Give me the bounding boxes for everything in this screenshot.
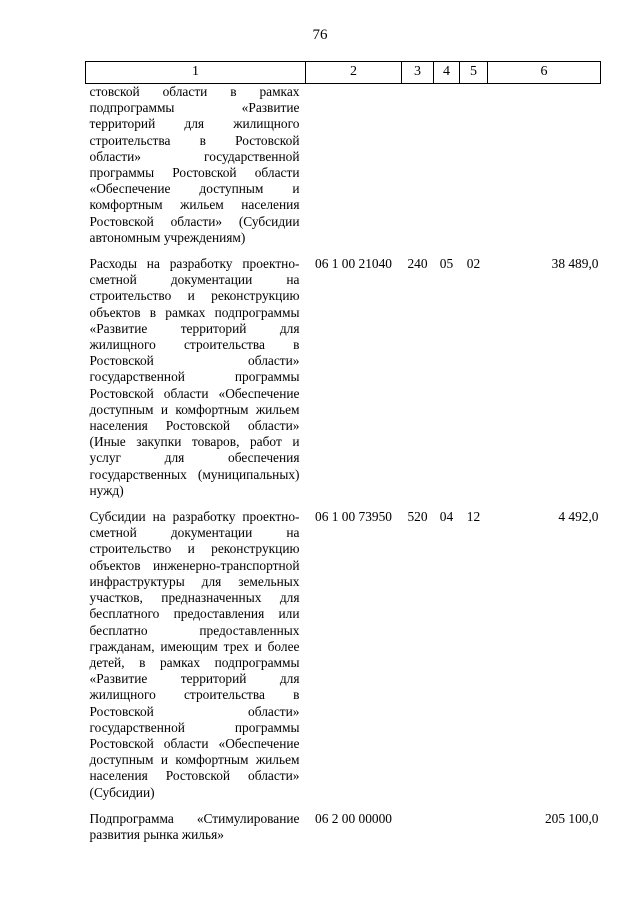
row-description: Расходы на разработку проектно-сметной документации на строительство и реконструкцию объектов в рамках подпрограммы «Развитие территорий для жилищного строительства в Ростовской области» государственной программы Ростовской области «Обеспечение доступным и комфортным жильем населения Ростовской области» (Иные закупки товаров, работ и услуг для обеспечения государственных (муниципальных) нужд) bbox=[89, 256, 300, 498]
column-header-3: 3 bbox=[402, 62, 434, 84]
row-vr bbox=[402, 801, 434, 843]
table-header bbox=[86, 62, 601, 84]
row-pr bbox=[460, 84, 488, 247]
row-rz bbox=[434, 801, 460, 843]
header-row bbox=[86, 62, 601, 84]
column-header-2: 2 bbox=[306, 62, 402, 84]
table-row bbox=[86, 84, 601, 247]
row-csr: 06 1 00 73950 bbox=[315, 509, 392, 525]
column-header-6: 6 bbox=[488, 62, 601, 84]
row-amount: 205 100,0 bbox=[544, 810, 599, 826]
row-amount: 4 492,0 bbox=[558, 509, 599, 525]
row-rz bbox=[434, 84, 460, 247]
row-rz: 04 bbox=[439, 509, 454, 525]
column-header-1: 1 bbox=[86, 62, 306, 84]
row-csr bbox=[306, 84, 402, 247]
row-description: Субсидии на разработку проектно-сметной документации на строительство и реконструкцию объектов инженерно-транспортной инфраструктуры для земельных участков, предназначенных для бесплатного предоставления или бесплатно предоставленных гражданам, имеющим трех и более детей, в рамках подпрограммы «Развитие территорий для жилищного строительства в Ростовской области» государственной программы Ростовской области «Обеспечение доступным и комфортным жильем населения Ростовской области» (Субсидии) bbox=[89, 509, 300, 800]
row-vr: 520 bbox=[407, 509, 428, 525]
column-header-4: 4 bbox=[434, 62, 460, 84]
table-body bbox=[86, 84, 601, 844]
row-description: стовской области в рамках подпрограммы «Развитие территорий для жилищного строительства в Ростовской области» государственной программы Ростовской области «Обеспечение доступным и комфортным жильем населения Ростовской области» (Субсидии автономным учреждениям) bbox=[89, 84, 300, 245]
row-pr: 12 bbox=[466, 509, 481, 525]
table-row bbox=[86, 499, 601, 801]
row-vr bbox=[402, 84, 434, 247]
table-row bbox=[86, 801, 601, 843]
row-vr: 240 bbox=[407, 256, 428, 272]
budget-table bbox=[85, 61, 601, 843]
column-header-5: 5 bbox=[460, 62, 488, 84]
row-csr: 06 1 00 21040 bbox=[315, 256, 392, 272]
page-number: 76 bbox=[312, 27, 328, 43]
table-row bbox=[86, 246, 601, 499]
row-csr: 06 2 00 00000 bbox=[315, 810, 392, 826]
row-rz: 05 bbox=[439, 256, 454, 272]
row-pr: 02 bbox=[466, 256, 481, 272]
row-description: Подпрограмма «Стимулирование развития рынка жилья» bbox=[89, 810, 300, 842]
row-pr bbox=[460, 801, 488, 843]
row-amount bbox=[488, 84, 601, 247]
row-amount: 38 489,0 bbox=[551, 256, 599, 272]
